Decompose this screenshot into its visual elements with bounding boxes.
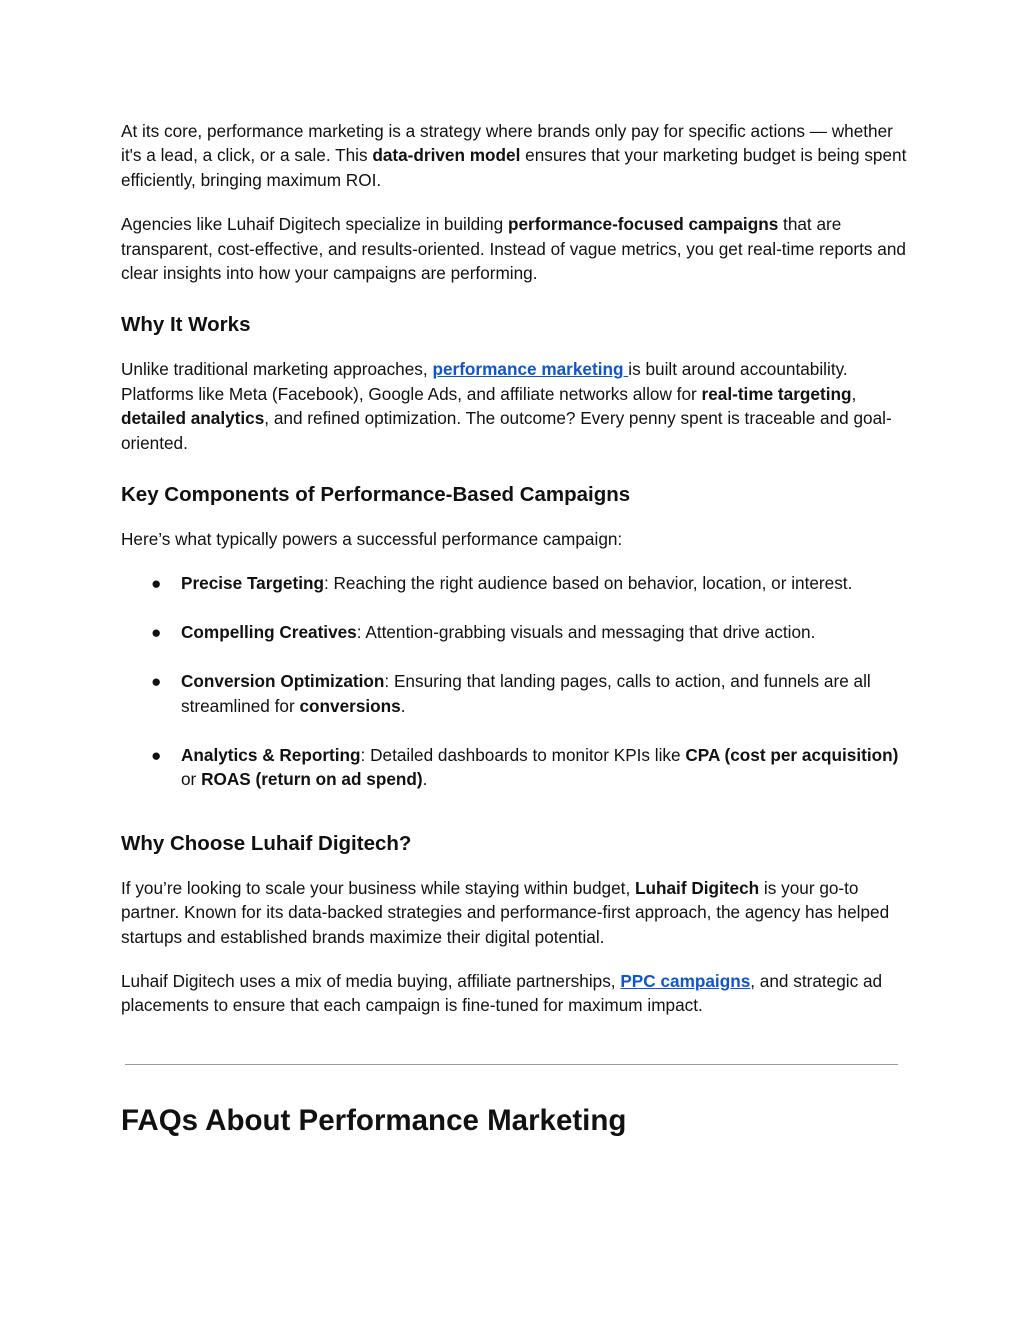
list-item [121, 743, 911, 792]
bold-text: conversions [299, 695, 401, 716]
text-run: : Attention-grabbing visuals and messaging that drive action. [356, 622, 816, 643]
components-list [121, 571, 911, 791]
text-run: At its core, performance marketing is a strategy where brands only pay for specific actions — whether it's a lead, a click, or a sale. This [121, 121, 893, 166]
bullet-icon: ● [151, 573, 162, 594]
list-item [121, 571, 911, 595]
bold-text: Luhaif Digitech [635, 877, 760, 898]
why-it-works-heading: Why It Works [121, 313, 251, 337]
bullet-icon: ● [151, 744, 162, 765]
text-run: . [400, 695, 406, 716]
text-run: : Detailed dashboards to monitor KPIs like [360, 744, 686, 765]
faq-heading: FAQs About Performance Marketing [121, 1104, 627, 1137]
media-mix-paragraph [121, 969, 911, 1018]
list-item [121, 620, 911, 644]
text-run: , and strategic ad placements to ensure that each campaign is fine-tuned for maximum impact. [121, 970, 883, 1016]
text-run: or [181, 769, 202, 790]
list-item [121, 669, 911, 718]
text-run: ensures that your marketing budget is being spent efficiently, bringing maximum ROI. [121, 145, 907, 190]
bold-text: performance-focused campaigns [507, 214, 779, 235]
text-run: : Ensuring that landing pages, calls to action, and funnels are all streamlined for [181, 671, 871, 716]
text-run: : Reaching the right audience based on behavior, location, or interest. [323, 573, 853, 594]
bold-text: data-driven model [372, 145, 521, 166]
bold-text: detailed analytics [121, 408, 265, 429]
bullet-icon: ● [151, 671, 162, 692]
text-run: If you’re looking to scale your business while staying within budget, [121, 877, 635, 898]
text-run: , and refined optimization. The outcome? Every penny spent is traceable and goal-oriented. [121, 408, 892, 453]
bold-text: CPA (cost per acquisition) [685, 744, 899, 765]
why-it-works-paragraph [121, 357, 911, 455]
bold-text: Compelling Creatives [181, 622, 357, 643]
text-run: , [851, 383, 857, 404]
bold-text: Conversion Optimization [181, 671, 385, 692]
bold-text: real-time targeting [701, 383, 852, 404]
bold-text: ROAS (return on ad spend) [201, 769, 423, 790]
bold-text: Precise Targeting [181, 573, 324, 594]
key-components-intro: Here’s what typically powers a successful performance campaign: [121, 529, 623, 550]
ppc-campaigns-link[interactable]: PPC campaigns [620, 970, 751, 991]
key-components-heading: Key Components of Performance-Based Campaigns [121, 483, 631, 507]
text-run: . [422, 769, 428, 790]
bullet-icon: ● [151, 622, 162, 643]
intro-paragraph [121, 119, 911, 192]
why-choose-heading: Why Choose Luhaif Digitech? [121, 831, 412, 855]
article-body [121, 119, 911, 1018]
agency-paragraph [121, 212, 911, 285]
text-run: is your go-to partner. Known for its data-backed strategies and performance-first approach, the agency has helped startups and established brands maximize their digital potential. [121, 877, 890, 947]
text-run: is built around accountability. Platforms like Meta (Facebook), Google Ads, and affiliate networks allow for [121, 359, 848, 404]
text-run: Unlike traditional marketing approaches, [121, 359, 433, 380]
horizontal-divider [125, 1064, 898, 1065]
text-run: Agencies like Luhaif Digitech specialize in building [121, 214, 508, 235]
why-choose-paragraph [121, 876, 911, 949]
performance-marketing-link[interactable]: performance marketing [432, 359, 629, 380]
bold-text: Analytics & Reporting [181, 744, 361, 765]
text-run: that are transparent, cost-effective, and results-oriented. Instead of vague metrics, you get real-time reports and clear insights into how your campaigns are performing. [121, 214, 906, 284]
text-run: Luhaif Digitech uses a mix of media buying, affiliate partnerships, [121, 970, 621, 991]
